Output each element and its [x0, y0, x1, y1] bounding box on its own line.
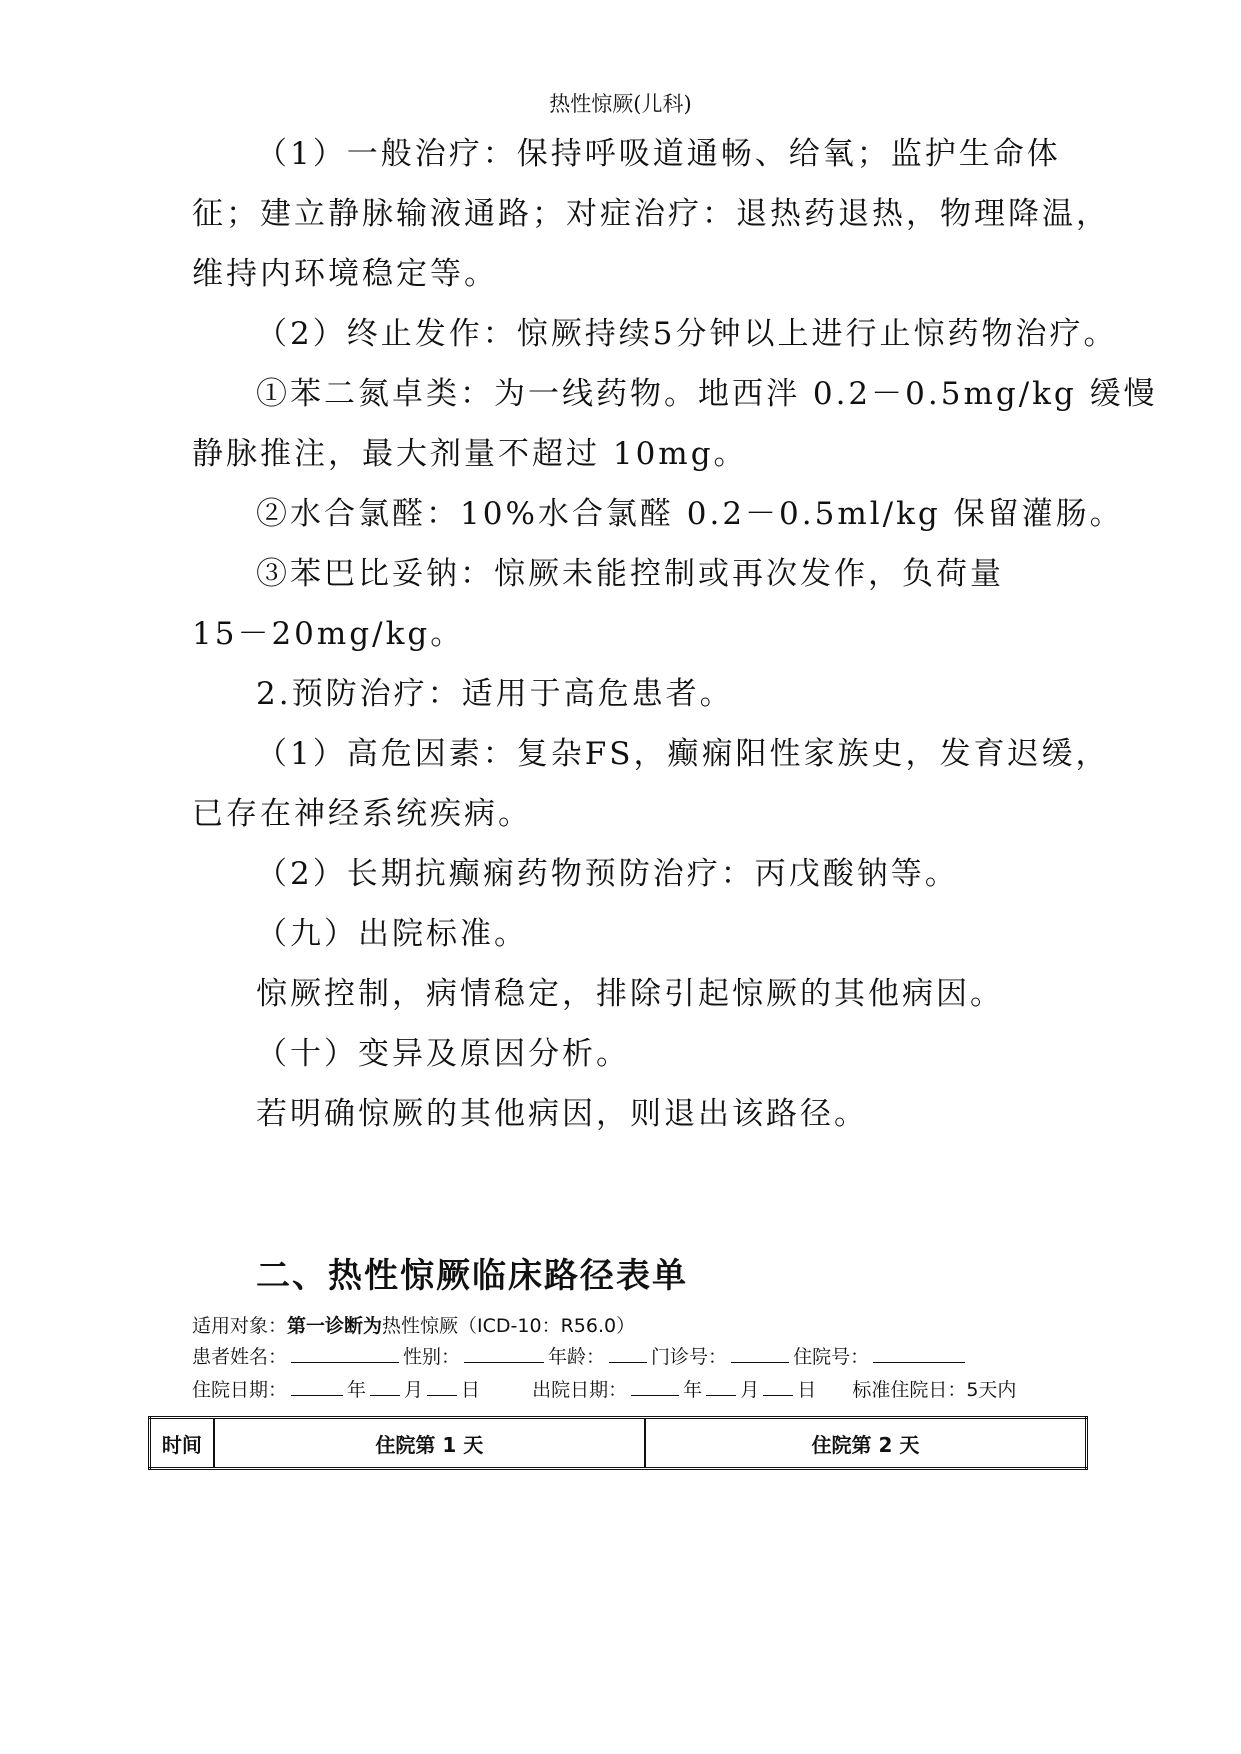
discharge-month-unit: 月	[740, 1379, 760, 1401]
discharge-day-field[interactable]	[763, 1376, 793, 1396]
outpatient-label: 门诊号：	[651, 1346, 728, 1368]
admit-month-field[interactable]	[370, 1376, 400, 1396]
discharge-year-unit: 年	[683, 1379, 703, 1401]
name-field[interactable]	[291, 1343, 399, 1363]
sex-label: 性别：	[403, 1346, 461, 1368]
discharge-label: 出院日期：	[532, 1379, 628, 1401]
paragraph-line: 15－20mg/kg。	[192, 616, 465, 652]
clinical-pathway-table	[148, 1416, 1088, 1470]
paragraph-stop-seizure: （2）终止发作：惊厥持续5分钟以上进行止惊药物治疗。	[256, 316, 1118, 352]
admit-day-unit: 日	[461, 1379, 481, 1401]
admit-label: 住院日期：	[192, 1379, 288, 1401]
dates-line	[192, 1375, 1016, 1402]
paragraph-long-term: （2）长期抗癫痫药物预防治疗：丙戊酸钠等。	[256, 856, 959, 892]
table-header-row	[150, 1418, 1087, 1469]
header-time: 时间	[150, 1418, 214, 1469]
inpatient-field[interactable]	[873, 1343, 965, 1363]
applicable-value: 热性惊厥（ICD-10：R56.0）	[382, 1315, 636, 1337]
name-label: 患者姓名：	[192, 1346, 288, 1368]
applicable-bold: 第一诊断为	[287, 1315, 383, 1337]
paragraph-line: 维持内环境稳定等。	[192, 256, 498, 292]
paragraph-phenobarbital: ③苯巴比妥钠：惊厥未能控制或再次发作，负荷量	[256, 556, 1004, 592]
header-day-1: 住院第 1 天	[214, 1418, 645, 1469]
header-day-2: 住院第 2 天	[645, 1418, 1087, 1469]
paragraph-line: 静脉推注，最大剂量不超过 10mg。	[192, 436, 748, 472]
outpatient-field[interactable]	[731, 1343, 789, 1363]
section-title: 二、热性惊厥临床路径表单	[256, 1256, 688, 1296]
admit-year-field[interactable]	[291, 1376, 343, 1396]
sex-field[interactable]	[464, 1343, 544, 1363]
discharge-month-field[interactable]	[706, 1376, 736, 1396]
running-header: 热性惊厥(儿科)	[549, 92, 692, 116]
paragraph-discharge-heading: （九）出院标准。	[256, 916, 528, 952]
paragraph-discharge-criteria: 惊厥控制，病情稳定，排除引起惊厥的其他病因。	[256, 976, 1004, 1012]
admit-year-unit: 年	[347, 1379, 367, 1401]
paragraph-prevention: 2.预防治疗：适用于高危患者。	[256, 676, 734, 712]
standard-stay: 标准住院日：5天内	[852, 1379, 1017, 1401]
paragraph-line: 征；建立静脉输液通路；对症治疗：退热药退热，物理降温，	[192, 196, 1110, 232]
paragraph-risk-factors: （1）高危因素：复杂FS，癫痫阳性家族史，发育迟缓，	[256, 736, 1110, 772]
age-field[interactable]	[609, 1343, 647, 1363]
paragraph-chloral-hydrate: ②水合氯醛：10%水合氯醛 0.2－0.5ml/kg 保留灌肠。	[256, 496, 1124, 532]
paragraph-line: 已存在神经系统疾病。	[192, 796, 532, 832]
paragraph-variation-text: 若明确惊厥的其他病因，则退出该路径。	[256, 1096, 868, 1132]
paragraph-benzodiazepine: ①苯二氮卓类：为一线药物。地西泮 0.2－0.5mg/kg 缓慢	[256, 376, 1158, 412]
paragraph-variation-heading: （十）变异及原因分析。	[256, 1036, 630, 1072]
paragraph-general-treatment: （1）一般治疗：保持呼吸道通畅、给氧；监护生命体	[256, 136, 1061, 172]
age-label: 年龄：	[548, 1346, 606, 1368]
discharge-year-field[interactable]	[631, 1376, 679, 1396]
discharge-day-unit: 日	[797, 1379, 817, 1401]
applicable-line	[192, 1311, 635, 1338]
applicable-label: 适用对象：	[192, 1315, 288, 1337]
admit-month-unit: 月	[404, 1379, 424, 1401]
admit-day-field[interactable]	[427, 1376, 457, 1396]
inpatient-label: 住院号：	[793, 1346, 870, 1368]
patient-info-line	[192, 1342, 969, 1369]
